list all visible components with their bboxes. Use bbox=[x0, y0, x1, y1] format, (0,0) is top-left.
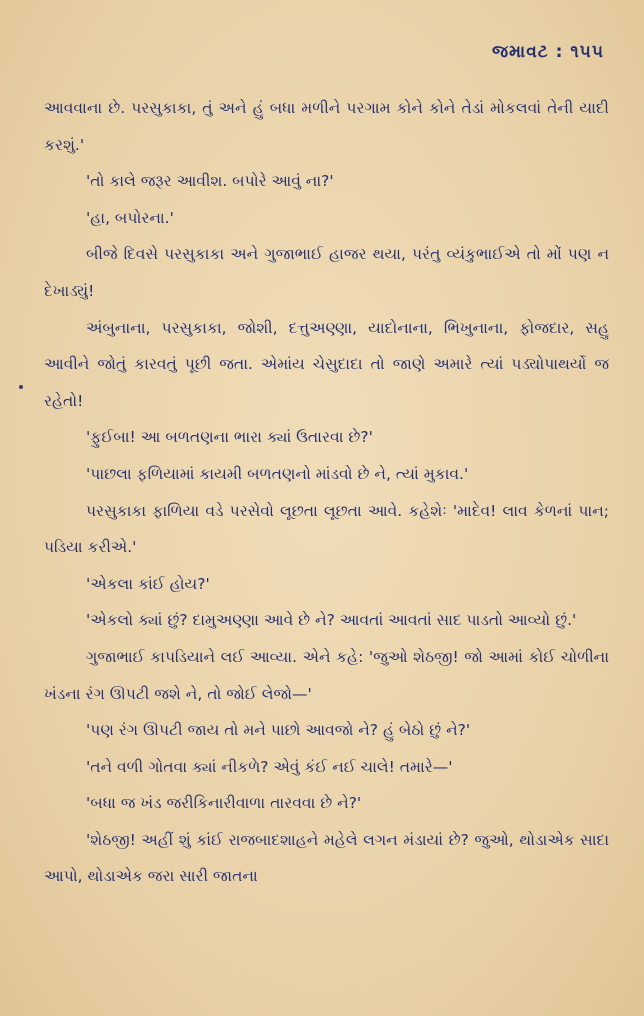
paragraph: 'બધા જ ખંડ જરીકિનારીવાળા તારવવા છે ને?' bbox=[86, 794, 362, 813]
paragraph: આવવાના છે. પરસુકાકા, તું અને હું બધા મળીને પરગામ કોને કોને તેડાં મોકલવાં તેની યાદી કરશું.' bbox=[44, 99, 609, 154]
paragraph: અંબુનાના, પરસુકાકા, જોશી, દત્તુઅણ્ણા, યાદોનાના, ભિખુનાના, ફોજદાર, સહુ આવીને જોતું કારવતું પૂછી જતા. એમાંય ચેસુદાદા તો જાણે અમારે ત્યાં પડ્યોપાથર્યો જ રહેતો! bbox=[44, 318, 609, 410]
page-header: જમાવટ : ૧૫૫ bbox=[491, 42, 604, 62]
paragraph: 'પાછલા ફળિયામાં કાયમી બળતણનો માંડવો છે ને, ત્યાં મુકાવ.' bbox=[86, 464, 469, 483]
paragraph: 'શેઠજી! અહીં શું કાંઈ રાજબાદશાહને મહેલે લગન મંડાયાં છે? જુઓ, થોડાએક સાદા આપો, થોડાએક જરા સારી જાતના bbox=[44, 830, 609, 886]
paragraph: 'તો કાલે જરૂર આવીશ. બપોરે આવું ના?' bbox=[86, 172, 334, 191]
paragraph: 'એકલો ક્યાં છું? દામુઅણ્ણા આવે છે ને? આવતાં આવતાં સાદ પાડતો આવ્યો છું.' bbox=[86, 611, 577, 630]
paragraph: 'હા, બપોરના.' bbox=[86, 208, 174, 227]
margin-mark bbox=[19, 385, 23, 389]
paragraph: 'એકલા કાંઈ હોય?' bbox=[86, 574, 210, 593]
page-body bbox=[44, 90, 609, 895]
paragraph: પરસુકાકા ફાળિયા વડે પરસેવો લૂછતા લૂછતા આવે. કહેશેઃ 'માદેવ! લાવ કેળનાં પાન; પડિયા કરીએ.' bbox=[44, 501, 609, 557]
paragraph: 'ફુઈબા! આ બળતણના ભારા ક્યાં ઉતારવા છે?' bbox=[86, 428, 373, 447]
paragraph: બીજે દિવસે પરસુકાકા અને ગુજાભાઈ હાજર થયા, પરંતુ વ્યંકુભાઈએ તો મોં પણ ન દેખાડ્યું! bbox=[44, 245, 609, 300]
paragraph: ગુજાભાઈ કાપડિયાને લઈ આવ્યા. એને કહે: 'જુઓ શેઠજી! જો આમાં કોઈ ચોળીના ખંડના રંગ ઊપટી જશે ને, તો જોઈ લેજો—' bbox=[44, 647, 609, 703]
paragraph: 'તને વળી ગોતવા ક્યાં નીકળે? એવું કંઈ નઈ ચાલે! તમારે—' bbox=[86, 757, 453, 776]
paragraph: 'પણ રંગ ઊપટી જાય તો મને પાછો આવજો ને? હું બેઠો છું ને?' bbox=[86, 721, 471, 740]
